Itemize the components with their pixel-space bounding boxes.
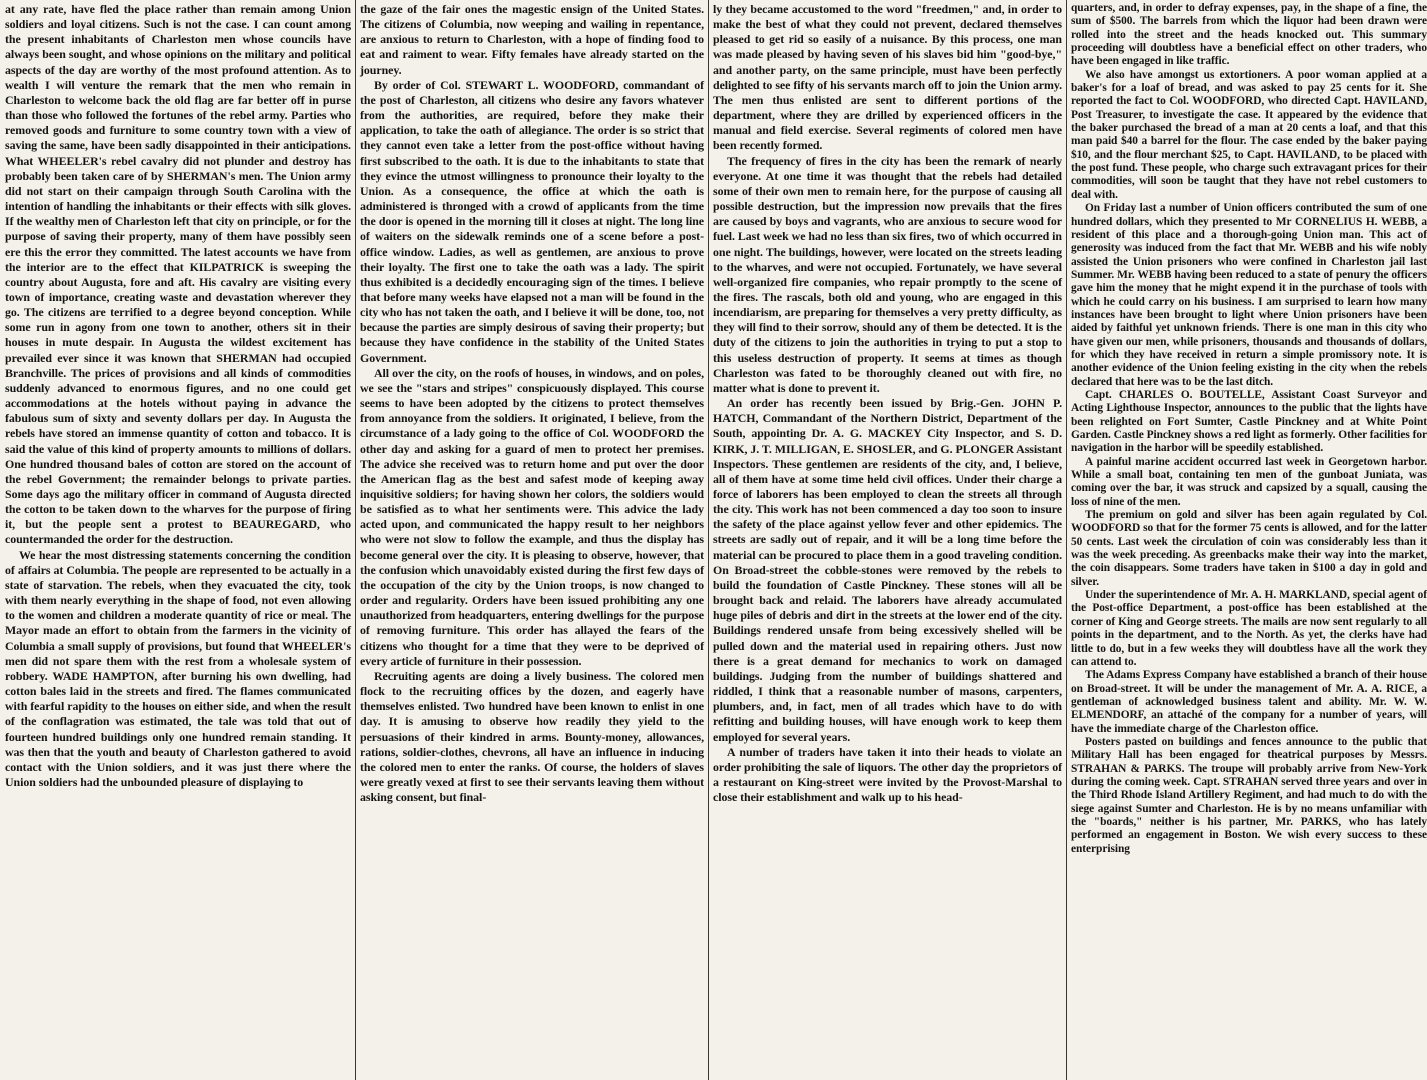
- column-3: [710, 0, 1065, 1080]
- paragraph: quarters, and, in order to defray expenses, pay, in the shape of a fine, the sum of $500. The barrels from which the liquor had been drawn were rolled into the street and the heads knocked out. This summary proceeding will doubtless have a beneficial effect on other traders, who have been engaged in like traffic.: [1071, 2, 1427, 68]
- paragraph: A number of traders have taken it into their heads to violate an order prohibiting the sale of liquors. The other day the proprietors of a restaurant on King-street were invited by the Provost-Marshal to close their establishment and walk up to his head-: [713, 744, 1062, 805]
- paragraph: Recruiting agents are doing a lively business. The colored men flock to the recruiting offices by the dozen, and eagerly have themselves enlisted. Two hundred have been known to enlist in one day. It is amusing to observe how readily they yield to the persuasions of their kindred in arms. Bounty-money, allowances, rations, soldier-clothes, chevrons, all have an influence in inducing the colored men to enter the ranks. Of course, the holders of slaves were greatly vexed at first to see their servants leaving them without asking consent, but final-: [360, 668, 704, 805]
- column-rule: [1066, 0, 1067, 1080]
- paragraph: The premium on gold and silver has been again regulated by Col. WOODFORD so that for the former 75 cents is allowed, and for the latter 50 cents. Last week the circulation of coin was considerably less than it was the week preceding. As greenbacks make their way into the market, the coin disappears. Some traders have taken in $100 a day in gold and silver.: [1071, 509, 1427, 588]
- paragraph: On Friday last a number of Union officers contributed the sum of one hundred dollars, which they presented to Mr CORNELIUS H. WEBB, a resident of this place and a thorough-going Union man. This act of generosity was induced from the fact that Mr. WEBB and his wife nobly assisted the Union prisoners who were confined in Charleston jail last Summer. Mr. WEBB having been reduced to a state of penury the officers gave him the money that he might expend it in the purchase of tools with which he could carry on his business. I am surprised to learn how many instances have been brought to light where Union prisoners have been aided by faithful yet unknown friends. There is one man in this city who have given our men, while prisoners, thousands and thousands of dollars, for which they have received in return a simple promissory note. It is another evidence of the Union feeling existing in the city when the rebels declared that here was to be the last ditch.: [1071, 202, 1427, 388]
- paragraph: A painful marine accident occurred last week in Georgetown harbor. While a small boat, containing ten men of the gunboat Juniata, was coming over the bar, it was struck and capsized by a squall, causing the loss of nine of the men.: [1071, 455, 1427, 508]
- column-4: [1068, 0, 1427, 1080]
- paragraph: We hear the most distressing statements concerning the condition of affairs at Columbia. The people are represented to be actually in a state of starvation. The rebels, when they evacuated the city, took with them nearly everything in the shape of food, not even allowing to the women and children a moderate quantity of rice or meal. The Mayor made an effort to obtain from the farmers in the vicinity of Columbia a small supply of provisions, but found that WHEELER's men did not spare them with the rest from a wholesale system of robbery. WADE HAMPTON, after burning his own dwelling, had cotton bales laid in the streets and fired. The flames communicated with fearful rapidity to the houses on either side, and when the result of the conflagration was estimated, the tale was told that out of fourteen hundred buildings only one hundred remain standing. It was then that the youth and beauty of Charleston gathered to avoid contact with the Union soldiers, and it was just there where the Union soldiers had the unbounded pleasure of displaying to: [5, 547, 351, 789]
- paragraph: We also have amongst us extortioners. A poor woman applied at a baker's for a loaf of bread, and was asked to pay 25 cents for it. She reported the fact to Col. WOODFORD, who directed Capt. HAVILAND, Post Treasurer, to investigate the case. It appeared by the evidence that the baker purchased the bread of a man at 20 cents a loaf, and that this man paid $40 a barrel for the flour. The case ended by the baker paying $10, and the flour merchant $25, to Capt. HAVILAND, to be placed with the post fund. These people, who charge such extravagant prices for their commodities, will soon be taught that they have not rebel customers to deal with.: [1071, 68, 1427, 201]
- column-rule: [355, 0, 356, 1080]
- paragraph: An order has recently been issued by Brig.-Gen. JOHN P. HATCH, Commandant of the Northern District, Department of the South, appointing Dr. A. G. MACKEY City Inspector, and S. D. KIRK, J. T. MILLIGAN, E. SHOSLER, and G. PLONGER Assistant Inspectors. These gentlemen are residents of the city, and, I believe, all of them have at some time held civil offices. Under their charge a force of laborers has been employed to clean the streets all through the city. This work has not been commenced a day too soon to insure the safety of the place against yellow fever and other epidemics. The streets are sadly out of repair, and it will be a long time before the material can be procured to place them in a good traveling condition. On Broad-street the cobble-stones were removed by the rebels to build the foundation of Castle Pinckney. These stones will all be brought back and relaid. The laborers have already accumulated huge piles of debris and dirt in the streets at the lower end of the city. Buildings rendered unsafe from being excessively shelled will be pulled down and the material used in repairing others. Just now there is a great demand for mechanics to work on damaged buildings. Judging from the number of buildings shattered and riddled, I think that a reasonable number of masons, carpenters, plumbers, and, in fact, men of all trades which have to do with refitting and building houses, will have enough work to keep them employed for several years.: [713, 396, 1062, 744]
- column-1: [2, 0, 354, 1080]
- paragraph: Under the superintendence of Mr. A. H. MARKLAND, special agent of the Post-office Department, a post-office has been established at the corner of King and George streets. The mails are now sent regularly to all points in the department, and to the North. As yet, the clerks have had little to do, but in a few weeks they will doubtless have all the work they can attend to.: [1071, 589, 1427, 668]
- paragraph: the gaze of the fair ones the magestic ensign of the United States. The citizens of Columbia, now weeping and wailing in repentance, are anxious to return to Charleston, with a hope of finding food to eat and raiment to wear. Fifty females have already started on the journey.: [360, 2, 704, 77]
- paragraph: The frequency of fires in the city has been the remark of nearly everyone. At one time it was thought that the rebels had detailed some of their own men to remain here, for the purpose of causing all possible destruction, but the impression now prevails that the fires are caused by boys and vagrants, who are anxious to secure wood for fuel. Last week we had no less than six fires, two of which occurred in one night. The buildings, however, were located on the streets leading to the wharves, and were not occupied. Fortunately, we have several well-organized fire companies, who repair promptly to the scene of the fires. The rascals, both old and young, who are engaged in this incendiarism, are preparing for themselves a very pretty difficulty, as they will find to their sorrow, should any of them be detected. It is the duty of the citizens to join the authorities in trying to put a stop to this useless destruction of property. It seems at times as though Charleston was fated to be thoroughly cleaned out with fire, no matter what is done to prevent it.: [713, 153, 1062, 395]
- paragraph: Posters pasted on buildings and fences announce to the public that Military Hall has been engaged for theatrical purposes by Messrs. STRAHAN & PARKS. The troupe will probably arrive from New-York during the coming week. Capt. STRAHAN served three years and over in the Third Rhode Island Artillery Regiment, and had much to do with the siege against Sumter and Charleston. He is by no means unfamiliar with the "boards," neither is his partner, Mr. PARKS, who has lately performed an engagement in Boston. We wish every success to these enterprising: [1071, 735, 1427, 855]
- paragraph: ly they became accustomed to the word "freedmen," and, in order to make the best of what they could not prevent, declared themselves pleased to get rid so easily of a nuisance. By this process, one man was made pleased by having seven of his slaves bid him "good-bye," and another party, on the same principle, must have been perfectly delighted to see fifty of his servants march off to join the Union army. The men thus enlisted are sent to different portions of the department, where they are drilled by experienced officers in the manual and field exercise. Several regiments of colored men have been recently formed.: [713, 2, 1062, 153]
- paragraph: All over the city, on the roofs of houses, in windows, and on poles, we see the "stars and stripes" conspicuously displayed. This course seems to have been adopted by the citizens to protect themselves from annoyance from the soldiers. It originated, I believe, from the circumstance of a lady going to the office of Col. WOODFORD the other day and asking for a guard of men to protect her premises. The advice she received was to return home and put over the door the American flag as the best and safest mode of keeping away inquisitive soldiers; for having shown her colors, the soldiers would be satisfied as to what her sentiments were. This advice the lady acted upon, and communicated the happy result to her neighbors who were not slow to follow the example, and thus the display has become general over the city. It is pleasing to observe, however, that the confusion which unavoidably existed during the first few days of the occupation of the city by the Union troops, is now changed to order and regularity. Orders have been issued prohibiting any one unauthorized from headquarters, entering dwellings for the purpose of removing furniture. This order has allayed the fears of the citizens who thought for a time that they were to be deprived of every article of furniture in their possession.: [360, 365, 704, 668]
- paragraph: By order of Col. STEWART L. WOODFORD, commandant of the post of Charleston, all citizens who desire any favors whatever from the authorities, are required, before they make their application, to take the oath of allegiance. The order is so strict that they cannot even take a letter from the post-office without having first subscribed to the oath. It is due to the inhabitants to state that they evince the utmost willingness to pronounce their loyalty to the Union. As a consequence, the office at which the oath is administered is thronged with a crowd of applicants from the time the door is opened in the morning till it closes at night. The long line of waiters on the sidewalk reminds one of a scene before a post-office window. Ladies, as well as gentlemen, are anxious to prove their loyalty. The first one to take the oath was a lady. The spirit thus exhibited is a decidedly encouraging sign of the times. I believe that before many weeks have elapsed not a man will be found in the city who has not taken the oath, and I believe it will be done, too, not because the parties are simply desirous of saving their property; but because they have confidence in the stability of the United States Government.: [360, 77, 704, 365]
- paragraph: The Adams Express Company have established a branch of their house on Broad-street. It will be under the management of Mr. A. A. RICE, a gentleman of acknowledged business talent and ability. Mr. W. W. ELMENDORF, an attaché of the company for a number of years, will have the immediate charge of the Charleston office.: [1071, 669, 1427, 735]
- column-2: [357, 0, 707, 1080]
- column-rule: [708, 0, 709, 1080]
- paragraph: at any rate, have fled the place rather than remain among Union soldiers and loyal citizens. Such is not the case. I can count among the present inhabitants of Charleston men whose councils have always been sought, and whose opinions on the military and political aspects of the day are worthy of the most profound attention. As to wealth I will venture the remark that the men who remain in Charleston to welcome back the old flag are far better off in purse than those who followed the fortunes of the rebel army. Parties who removed goods and furniture to some country town with a view of saving the same, have been sadly disappointed in their anticipations. What WHEELER's rebel cavalry did not plunder and destroy has probably been taken care of by SHERMAN's men. The Union army did not start on their campaign through South Carolina with the intention of handling the inhabitants or their effects with silk gloves. If the wealthy men of Charleston left that city on principle, or for the purpose of saving their property, many of them have possibly seen ere this the error they committed. The latest accounts we have from the interior are to the effect that KILPATRICK is sweeping the country about Augusta, fore and aft. His cavalry are visiting every town of importance, creating waste and devastation wherever they go. The citizens are terrified to a degree beyond conception. While some run in agony from one town to another, others sit in their houses in mute despair. In Augusta the wildest excitement has prevailed ever since it was known that SHERMAN had occupied Branchville. The prices of provisions and all kinds of commodities suddenly advanced to enormous figures, and no one could get accommodations at the hotels without paying in advance the fabulous sum of sixty and seventy dollars per day. In Augusta the rebels have stored an immense quantity of cotton and tobacco. It is said the value of this kind of property amounts to millions of dollars. One hundred thousand bales of cotton are stored on the account of the rebel Government; the remainder belongs to private parties. Some days ago the military officer in command of Augusta directed the cotton to be taken down to the wharves for the purpose of firing it, but the people sent a protest to BEAUREGARD, who countermanded the order for the destruction.: [5, 2, 351, 547]
- paragraph: Capt. CHARLES O. BOUTELLE, Assistant Coast Surveyor and Acting Lighthouse Inspector, announces to the public that the lights have been relighted on Fort Sumter, Castle Pinckney and at White Point Garden. Castle Pinckney shows a red light as formerly. Other facilities for navigation in the harbor will be speedily established.: [1071, 388, 1427, 455]
